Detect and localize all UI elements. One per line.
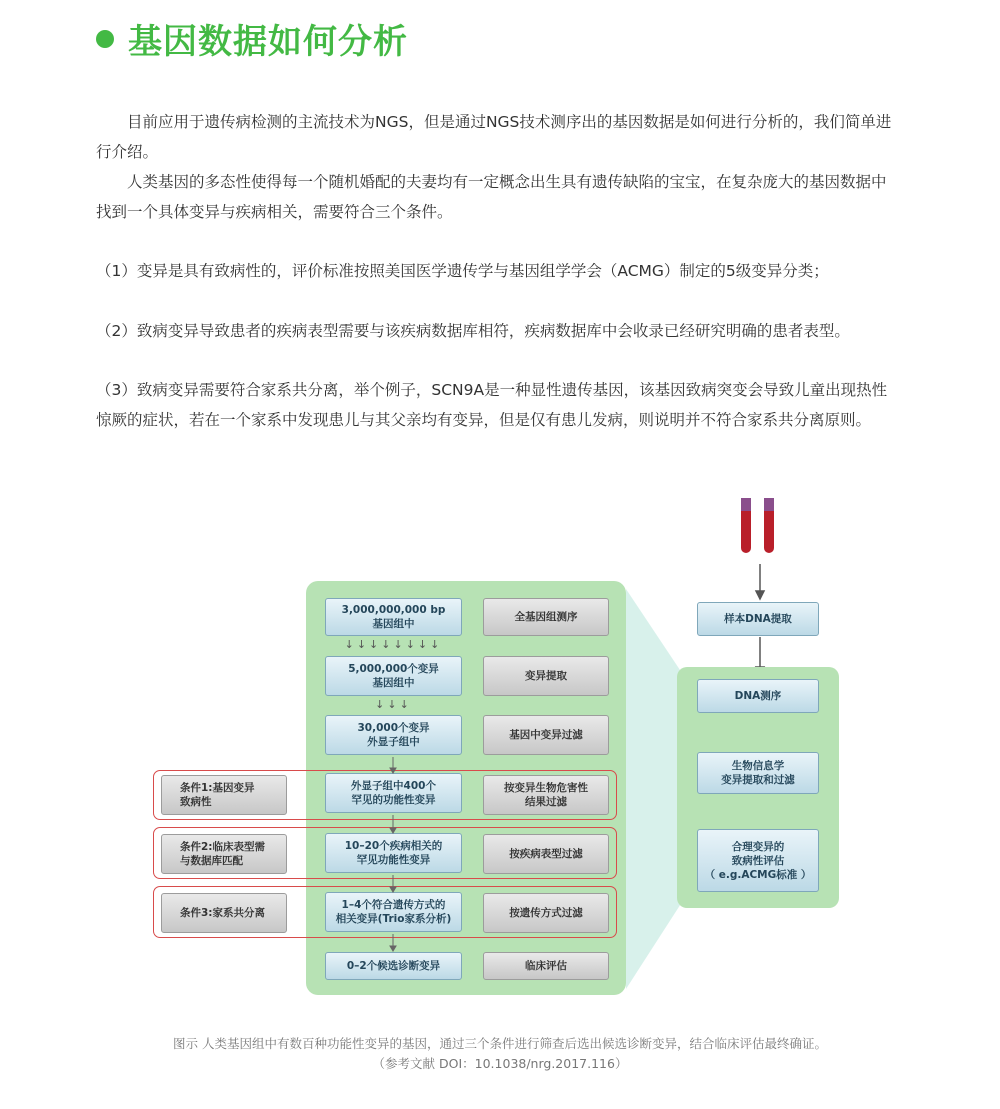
condition-2-label: 条件2:临床表型需 与数据库匹配 bbox=[161, 834, 287, 874]
funnel-arrows-row-2: ↓↓↓ bbox=[375, 698, 412, 711]
page-title: 基因数据如何分析 bbox=[128, 22, 408, 62]
funnel-genome-bp: 3,000,000,000 bp 基因组中 bbox=[325, 598, 462, 636]
title-bullet-icon bbox=[96, 30, 114, 48]
funnel-candidate-variants: 0–2个候选诊断变异 bbox=[325, 952, 462, 980]
paragraph-intro: 目前应用于遗传病检测的主流技术为NGS，但是通过NGS技术测序出的基因数据是如何进行分析的，我们简单进行介绍。 bbox=[96, 113, 892, 161]
step-inheritance-filter: 按遗传方式过滤 bbox=[483, 893, 609, 933]
blood-tube-icon bbox=[741, 498, 751, 553]
funnel-down-arrows bbox=[386, 755, 400, 955]
paragraph-condition-2: （2）致病变异导致患者的疾病表型需要与该疾病数据库相符，疾病数据库中会收录已经研究明确的患者表型。 bbox=[96, 322, 850, 340]
condition-3-label: 条件3:家系共分离 bbox=[161, 893, 287, 933]
workflow-pathogenicity-evaluation: 合理变异的 致病性评估 （ e.g.ACMG标准 ） bbox=[697, 829, 819, 892]
workflow-dna-sequencing: DNA测序 bbox=[697, 679, 819, 713]
blood-tube-icon bbox=[764, 498, 774, 553]
funnel-genome-variants: 5,000,000个变异 基因组中 bbox=[325, 656, 462, 696]
funnel-exome-variants: 30,000个变异 外显子组中 bbox=[325, 715, 462, 755]
paragraph-condition-3: （3）致病变异需要符合家系共分离，举个例子，SCN9A是一种显性遗传基因，该基因致病突变会导致儿童出现热性惊厥的症状，若在一个家系中发现患儿与其父亲均有变异，但是仅有患儿发病，则说明并不符合家系共分离原则。 bbox=[96, 381, 888, 429]
step-clinical-evaluation: 临床评估 bbox=[483, 952, 609, 980]
workflow-dna-extraction: 样本DNA提取 bbox=[697, 602, 819, 636]
workflow-bioinformatics: 生物信息学 变异提取和过滤 bbox=[697, 752, 819, 794]
paragraph-condition-1: （1）变异是具有致病性的，评价标准按照美国医学遗传学与基因组学学会（ACMG）制定的5级变异分类； bbox=[96, 262, 829, 280]
figure-reference: （参考文献 DOI：10.1038/nrg.2017.116） bbox=[372, 1056, 628, 1071]
funnel-arrows-row-1: ↓↓↓↓↓↓↓↓ bbox=[344, 638, 443, 651]
step-variant-extraction: 变异提取 bbox=[483, 656, 609, 696]
funnel-inheritance-matched: 1–4个符合遗传方式的 相关变异(Trio家系分析) bbox=[325, 892, 462, 932]
step-pathogenicity-filter: 按变异生物危害性 结果过滤 bbox=[483, 775, 609, 815]
step-phenotype-filter: 按疾病表型过滤 bbox=[483, 834, 609, 874]
condition-1-label: 条件1:基因变异 致病性 bbox=[161, 775, 287, 815]
figure-caption: 图示 人类基因组中有数百种功能性变异的基因，通过三个条件进行筛查后选出候选诊断变异，结合临床评估最终确证。 bbox=[173, 1036, 827, 1051]
paragraph-polymorphism: 人类基因的多态性使得每一个随机婚配的夫妻均有一定概念出生具有遗传缺陷的宝宝，在复杂庞大的基因数据中找到一个具体变异与疾病相关，需要符合三个条件。 bbox=[96, 173, 887, 221]
step-gene-variant-filter: 基因中变异过滤 bbox=[483, 715, 609, 755]
funnel-rare-functional: 外显子组中400个 罕见的功能性变异 bbox=[325, 773, 462, 813]
step-wgs: 全基因组测序 bbox=[483, 598, 609, 636]
funnel-disease-related: 10–20个疾病相关的 罕见功能性变异 bbox=[325, 833, 462, 873]
